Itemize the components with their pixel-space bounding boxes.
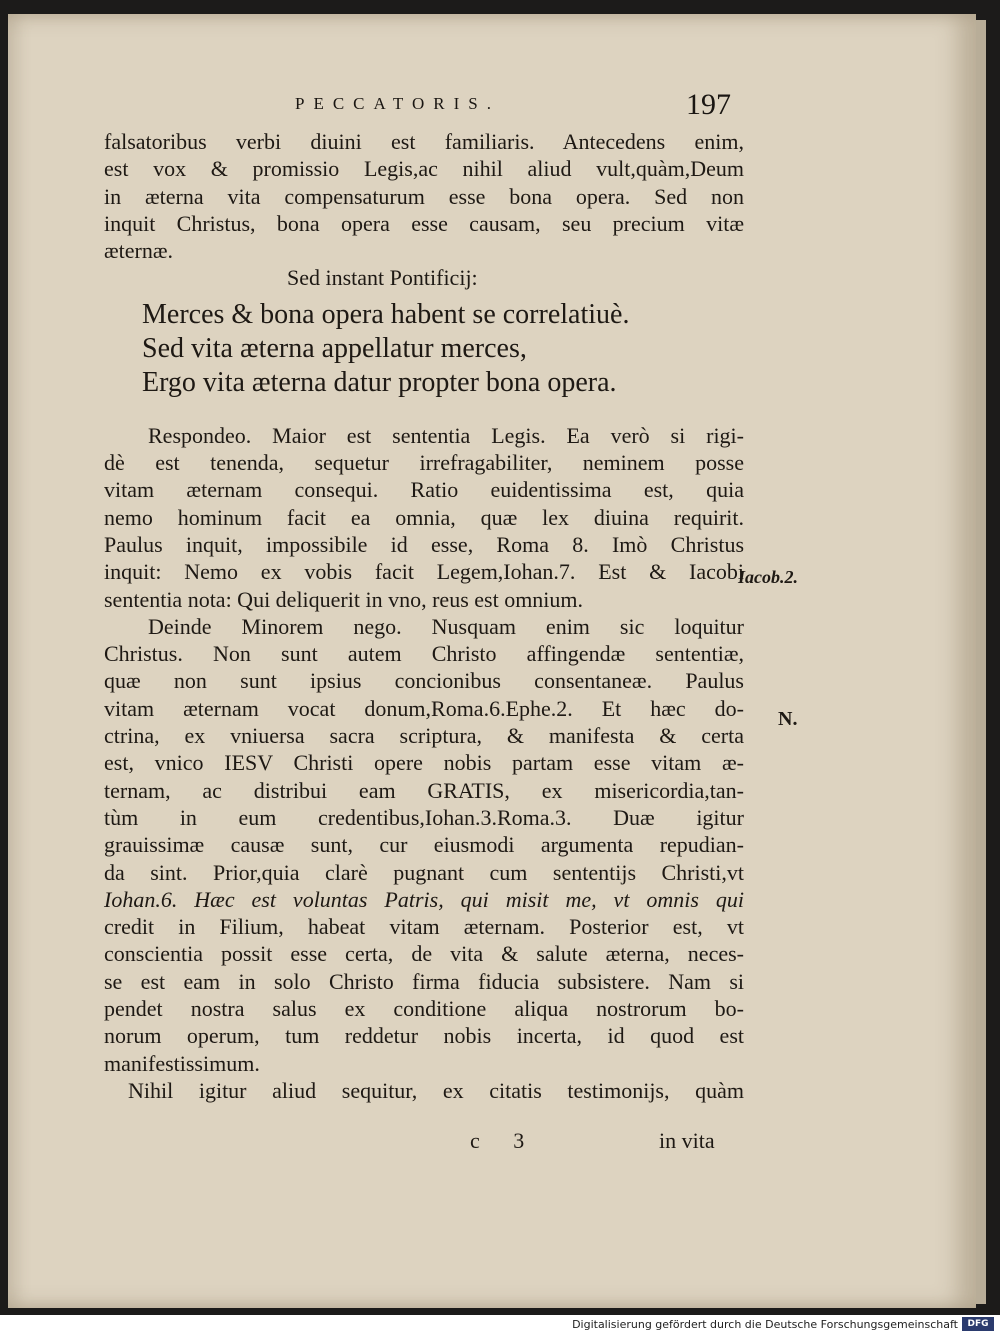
main-text-block	[104, 128, 744, 1104]
text-line: quæ non sunt ipsius concionibus consentaneæ. Paulus	[104, 668, 744, 694]
syllogism-conclusion: Ergo vita æterna datur propter bona opera.	[142, 366, 617, 398]
text-line: vitam æternam vocat donum,Roma.6.Ephe.2. Et hæc do-	[104, 695, 744, 721]
syllogism-minor: Sed vita æterna appellatur merces,	[142, 332, 527, 364]
text-line: in æterna vita compensaturum esse bona opera. Sed non	[104, 183, 744, 209]
text-line: est, vnico IESV Christi opere nobis partam esse vitam æ-	[104, 750, 744, 776]
catchword: in vita	[659, 1128, 715, 1153]
text-line: inquit: Nemo ex vobis facit Legem,Iohan.7. Est & Iacobi	[104, 559, 744, 585]
paragraph-gap	[104, 400, 744, 422]
text-line: sententia nota: Qui deliquerit in vno, reus est omnium.	[104, 586, 584, 612]
text-line: manifestissimum.	[104, 1050, 260, 1076]
signature-mark: c 3	[470, 1128, 539, 1153]
text-line: pendet nostra salus ex conditione aliqua nostrorum bo-	[104, 996, 744, 1022]
syllogism-major: Merces & bona opera habent se correlatiuè.	[142, 298, 630, 330]
text-line: est vox & promissio Legis,ac nihil aliud vult,quàm,Deum	[104, 156, 744, 182]
text-line: se est eam in solo Christo firma fiducia subsistere. Nam si	[104, 968, 744, 994]
text-line: Deinde Minorem nego. Nusquam enim sic loquitur	[148, 613, 744, 639]
text-line: æternæ.	[104, 238, 174, 264]
text-line: da sint. Prior,quia clarè pugnant cum sententijs Christi,vt	[104, 859, 744, 885]
text-line: nemo hominum facit ea omnia, quæ lex diuina requirit.	[104, 504, 744, 530]
footer-bar	[0, 1315, 1000, 1335]
text-line: vitam æternam consequi. Ratio euidentissima est, quia	[104, 477, 744, 503]
text-line: dè est tenenda, sequetur irrefragabiliter, neminem posse	[104, 450, 744, 476]
text-line: Nihil igitur aliud sequitur, ex citatis testimonijs, quàm	[128, 1077, 744, 1103]
text-line: ternam, ac distribui eam GRATIS, ex misericordia,tan-	[104, 777, 744, 803]
text-line: grauissimæ causæ sunt, cur eiusmodi argumenta repudian-	[104, 832, 744, 858]
text-line: Respondeo. Maior est sententia Legis. Ea verò si rigi-	[148, 422, 744, 448]
marginal-note-n: N.	[778, 708, 798, 730]
text-line: ctrina, ex vniuersa sacra scriptura, & manifesta & certa	[104, 723, 744, 749]
text-line: Paulus inquit, impossibile id esse, Roma 8. Imò Christus	[104, 531, 744, 557]
running-head: PECCATORIS.	[295, 94, 500, 113]
funding-notice: Digitalisierung gefördert durch die Deutsche Forschungsgemeinschaft	[572, 1318, 958, 1331]
text-line: Christus. Non sunt autem Christo affingendæ sententiæ,	[104, 641, 744, 667]
text-line: Iohan.6. Hæc est voluntas Patris, qui misit me, vt omnis qui	[104, 886, 744, 912]
text-line: credit in Filium, habeat vitam æternam. Posterior est, vt	[104, 914, 744, 940]
text-line: falsatoribus verbi diuini est familiaris. Antecedens enim,	[104, 129, 744, 154]
quote-intro: Sed instant Pontificij:	[287, 265, 478, 291]
page-number: 197	[686, 88, 731, 121]
text-line: inquit Christus, bona opera esse causam, seu precium vitæ	[104, 210, 744, 236]
syllogism	[104, 298, 744, 400]
text-line: norum operum, tum reddetur nobis incerta, id quod est	[104, 1023, 744, 1049]
dfg-logo-icon: DFG	[962, 1317, 994, 1331]
text-line: conscientia possit esse certa, de vita & salute æterna, neces-	[104, 941, 744, 967]
text-line: tùm in eum credentibus,Iohan.3.Roma.3. Duæ igitur	[104, 804, 744, 830]
page-edge	[976, 20, 986, 1304]
marginal-note-iacob: Iacob.2.	[738, 567, 798, 587]
